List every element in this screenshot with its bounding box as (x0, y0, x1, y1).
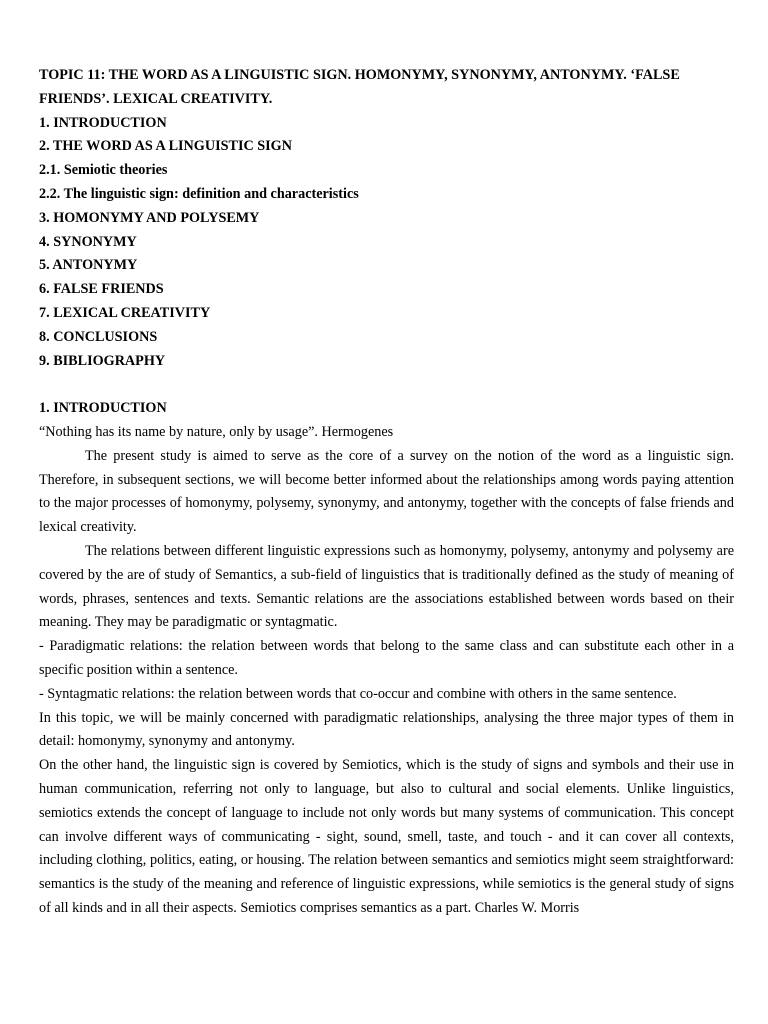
document-title: TOPIC 11: THE WORD AS A LINGUISTIC SIGN. HOMONYMY, SYNONYMY, ANTONYMY. ‘FALSE FRIENDS’. LEXICAL CREATIVITY. (39, 67, 680, 107)
epigraph-quote: “Nothing has its name by nature, only by usage”. Hermogenes (39, 423, 394, 440)
toc-item-word-as-sign: 2. THE WORD AS A LINGUISTIC SIGN (39, 138, 292, 155)
paragraph-topic-focus: In this topic, we will be mainly concerned with paradigmatic relationships, analysing the three major types of them in detail: homonymy, synonymy and antonymy. (39, 709, 734, 750)
toc-item-antonymy: 5. ANTONYMY (39, 257, 138, 274)
table-of-contents (39, 112, 734, 374)
toc-item-false-friends: 6. FALSE FRIENDS (39, 281, 164, 298)
toc-item-semiotic-theories: 2.1. Semiotic theories (39, 162, 168, 179)
paragraph-syntagmatic: - Syntagmatic relations: the relation between words that co-occur and combine with others in the same sentence. (39, 685, 677, 702)
paragraph-semantics: The relations between different linguistic expressions such as homonymy, polysemy, antonymy and polysemy are covered by the are of study of Semantics, a sub-field of linguistics that is traditionally defined as the study of meaning of words, phrases, sentences and texts. Semantic relations are the associations established between words based on their meaning. They may be paradigmatic or syntagmatic. (39, 542, 734, 631)
toc-item-lexical-creativity: 7. LEXICAL CREATIVITY (39, 304, 211, 321)
toc-item-homonymy-polysemy: 3. HOMONYMY AND POLYSEMY (39, 209, 260, 226)
paragraph-intro: The present study is aimed to serve as the core of a survey on the notion of the word as a linguistic sign. Therefore, in subsequent sections, we will become better informed about the relationships among words paying attention to the major processes of homonymy, polysemy, synonymy, and antonymy, together with the concepts of false friends and lexical creativity. (39, 447, 734, 536)
section-heading: 1. INTRODUCTION (39, 400, 167, 417)
paragraph-paradigmatic: - Paradigmatic relations: the relation between words that belong to the same class and can substitute each other in a specific position within a sentence. (39, 638, 734, 678)
paragraph-semiotics: On the other hand, the linguistic sign is covered by Semiotics, which is the study of signs and symbols and their use in human communication, referring not only to language, but also to cultural and social elements. Unlike linguistics, semiotics extends the concept of language to include not only words but many systems of communication. This concept can involve different ways of communicating - sight, sound, smell, taste, and touch - and it can cover all contexts, including clothing, politics, eating, or housing. The relation between semantics and semiotics might seem straightforward: semantics is the study of the meaning and reference of linguistic expressions, while semiotics is the general study of signs of all kinds and in all their aspects. Semiotics comprises semantics as a part. Charles W. Morris (39, 757, 734, 916)
toc-item-bibliography: 9. BIBLIOGRAPHY (39, 352, 166, 369)
document-page (39, 64, 734, 921)
toc-item-synonymy: 4. SYNONYMY (39, 233, 137, 250)
spacer (39, 373, 734, 397)
toc-item-linguistic-sign-definition: 2.2. The linguistic sign: definition and characteristics (39, 185, 359, 202)
toc-item-conclusions: 8. CONCLUSIONS (39, 328, 158, 345)
toc-item-introduction: 1. INTRODUCTION (39, 114, 167, 131)
